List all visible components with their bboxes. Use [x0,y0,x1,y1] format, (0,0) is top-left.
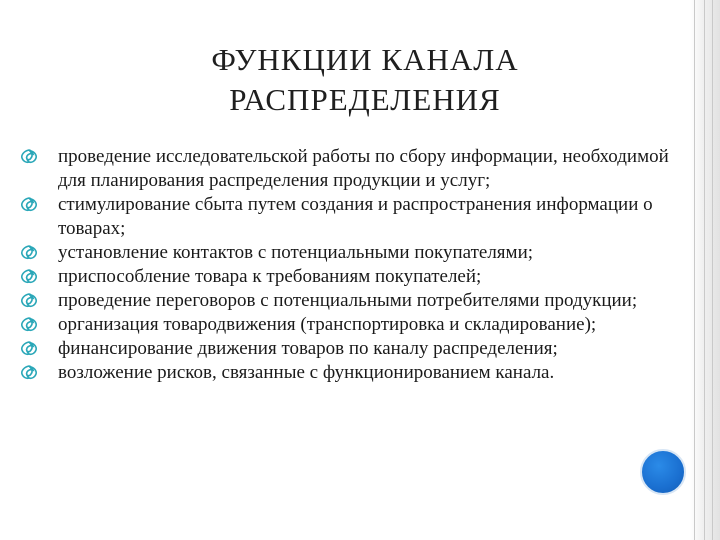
frame-line [704,0,705,540]
ornamental-bullet-icon [20,149,38,165]
slide-title [150,40,580,120]
ornamental-bullet-icon [20,293,38,309]
ornamental-bullet-icon [20,245,38,261]
ornamental-bullet-icon [20,197,38,213]
list-item [20,193,700,241]
bullet-list [20,145,700,385]
slide-title-line-2: РАСПРЕДЕЛЕНИЯ [229,82,501,117]
list-item [20,361,700,385]
list-item-text: проведение исследовательской работы по сбору информации, необходимой для планирования распределения продукции и услуг; [58,146,669,191]
ornamental-bullet-icon [20,317,38,333]
list-item-text: возложение рисков, связанные с функционированием канала. [58,362,555,383]
list-item [20,145,700,193]
list-item [20,289,700,313]
list-item-text: проведение переговоров с потенциальными потребителями продукции; [58,290,638,311]
list-item-text: установление контактов с потенциальными покупателями; [58,242,534,263]
frame-line [712,0,713,540]
list-item-text: организация товародвижения (транспортировка и складирование); [58,314,597,335]
slide-title-line-1: ФУНКЦИИ КАНАЛА [211,42,519,77]
list-item [20,265,700,289]
list-item [20,313,700,337]
ornamental-bullet-icon [20,365,38,381]
list-item-text: приспособление товара к требованиям покупателей; [58,266,482,287]
list-item [20,241,700,265]
ornamental-bullet-icon [20,269,38,285]
list-item-text: стимулирование сбыта путем создания и распространения информации о товарах; [58,194,653,239]
blue-circle-icon [640,449,686,495]
list-item-text: финансирование движения товаров по каналу распределения; [58,338,558,359]
list-item [20,337,700,361]
ornamental-bullet-icon [20,341,38,357]
